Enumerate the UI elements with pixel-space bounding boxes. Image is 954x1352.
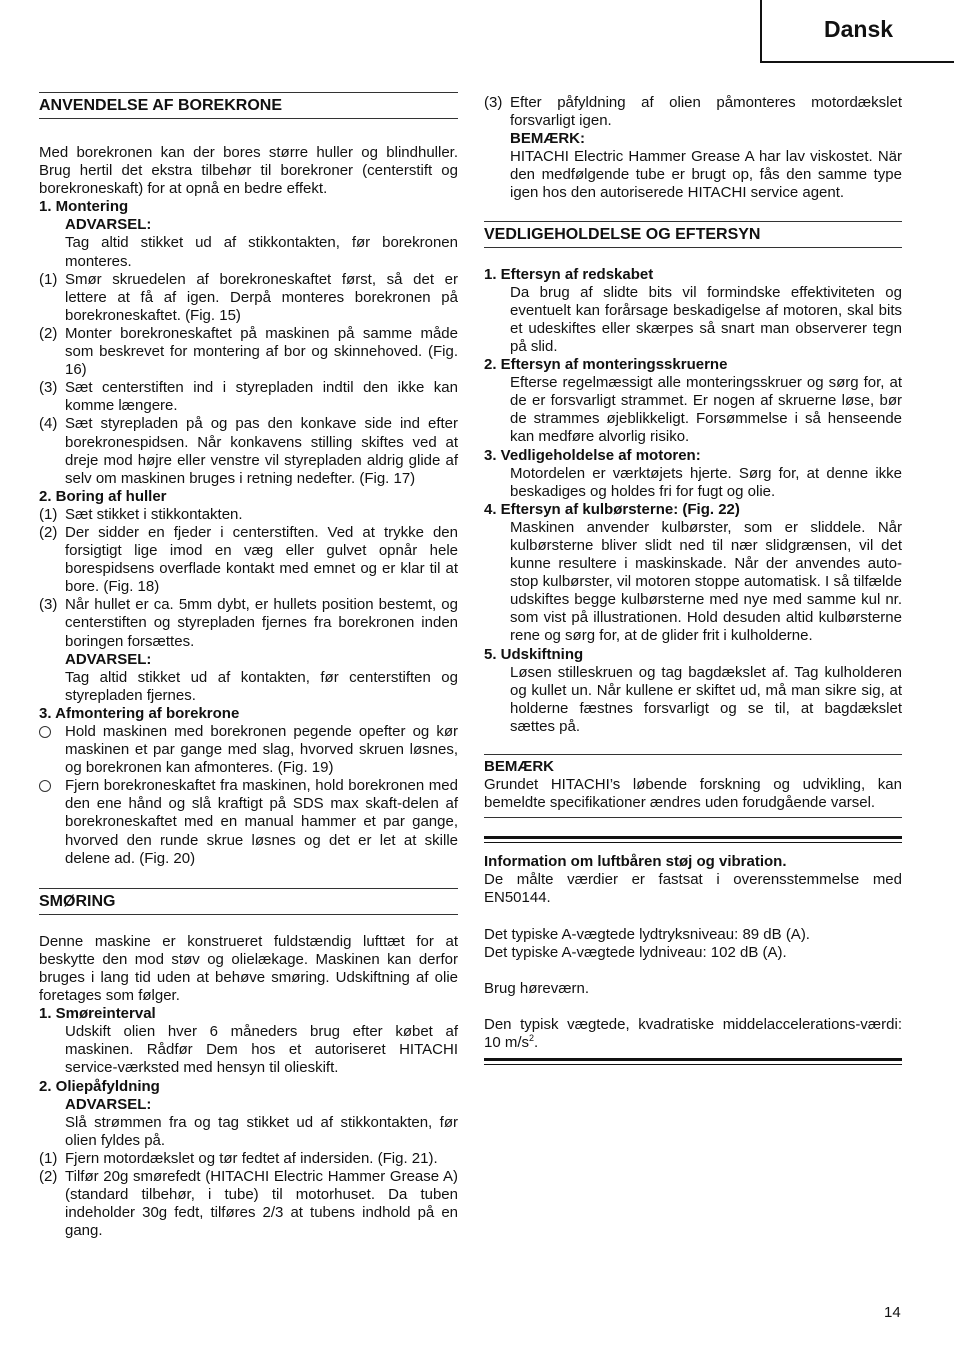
noise-text: Det typiske A-vægtede lydniveau: 102 dB (A). [484,943,787,961]
list-item: (3) Når hullet er ca. 5mm dybt, er hullets position bestemt, og centerstiften og styrepladen fjernes fra borekronen inden boringen forsættes. [39,596,458,650]
paragraph: Efterse regelmæssigt alle monteringsskruer og sørg for, at de er forsvarligt strammet. Er nogen af skruerne løse, bør de strammes øjeblikkeligt. Forsømmelse i så henseende kan medføre alvorlig risiko. [510,374,902,446]
section-title-vedligeholdelse: VEDLIGEHOLDELSE OG EFTERSYN [484,221,902,248]
list-item: (2) Der sidder en fjeder i centerstiften. Ved at trykke den forsigtigt lige imod en væg eller gulvet opnår hele borespidsens overflade kontakt med emnet og er klar til at bore. (Fig. 18) [39,523,458,596]
paragraph: Da brug af slidte bits vil formindske effektiviteten og eventuelt kan forårsage beskadigelse af motoren, skal bits et udeskiftes eller skærpes så snart man observerer tegn på slid. [510,283,902,355]
note-label: BEMÆRK: [510,130,585,148]
intro-smoring: Denne maskine er konstrueret fuldstændig lufttæt for at beskytte den mod støv og olielækage. Maskinen kan derfor bruges i lang tid uden at behøve smøring. Udskiftning af olie foretages som følger. [39,932,458,1005]
subhead-montering: 1. Montering [39,198,129,216]
list-item: (2) Monter borekroneskaftet på maskinen på samme måde som beskrevet for montering af bor og skinnehoved. (Fig. 16) [39,324,458,379]
note-box [484,754,902,818]
list-item: (1) Smør skruedelen af borekroneskaftet først, så det er lettere at få af igen. Derpå monteres borekronen på borekroneskaftet. (Fig. 15) [39,270,458,324]
paragraph: Løsen stilleskruen og tag bagdækslet af. Tag kulholderen og kullet un. Når kullene er skiftet ud, må man sikre sig, at holderne fæstnes forsvarligt og se til, at bagdækslet sættes på. [510,663,902,735]
subhead-eftersyn: 1. Eftersyn af redskabet [484,265,654,283]
warning-text: Tag altid stikket ud af stikkontakten, før borekronen monteres. [65,234,458,270]
subhead-oliepafyldning: 2. Oliepåfyldning [39,1077,160,1095]
circle-bullet-icon [39,726,51,738]
noise-text: Det typiske A-vægtede lydtryksniveau: 89 dB (A). [484,925,810,943]
page-number: 14 [884,1304,901,1321]
subhead-smoreinterval: 1. Smøreinterval [39,1005,156,1023]
noise-text: De målte værdier er fastsat i overensstemmelse med EN50144. [484,871,902,907]
vibration-text: Den typisk vægtede, kvadratiske middelaccelerations-værdi: 10 $m/s^2$. [484,1015,902,1051]
section-title-borekrone: ANVENDELSE AF BOREKRONE [39,92,458,119]
language-tab [760,0,954,63]
subhead-skruer: 2. Eftersyn af monteringsskruerne [484,356,728,374]
intro-borekrone: Med borekronen kan der bores større huller og blindhuller. Brug hertil det ekstra tilbehør til borekroner (centerstift og borekroneskaft) for at opnå en bedre effekt. [39,144,458,198]
left-column [39,92,458,1240]
paragraph: Motordelen er værktøjets hjerte. Sørg for, at denne ikke beskadiges og holdes fri for fugt og olie. [510,464,902,500]
note-text: HITACHI Electric Hammer Grease A har lav viskostet. När den medfølgende tube er brugt op, fås den samme type igen hos den autoriserede HITACHI service agent. [510,148,902,202]
circle-bullet-icon [39,780,51,792]
subhead-boring: 2. Boring af huller [39,487,167,505]
divider [484,1058,902,1065]
list-item: Fjern borekroneskaftet fra maskinen, hold borekronen med den ene hånd og slå kraftigt på SDS max skaft-delen af borekroneskaftet med en manual hammer et par gange, hvorved den runde skrue løsnes og det er let at skille delene ad. (Fig. 20) [39,777,458,867]
right-column [484,94,902,1065]
warning-label: ADVARSEL: [65,650,152,668]
noise-text: Brug høreværn. [484,979,590,997]
note-text: Grundet HITACHI’s løbende forskning og udvikling, kan bemeldte specifikationer ændres uden forudgående varsel. [484,776,902,812]
list-item: (2) Tilfør 20g smørefedt (HITACHI Electric Hammer Grease A) (standard tilbehør, i tube) til motorhuset. Da tuben indeholder 30g fedt, tilføres 2/3 at tubens indhold på en gang. [39,1167,458,1240]
list-item: (3) Efter påfyldning af olien påmonteres motordækslet forsvarligt igen. [484,94,902,130]
divider [484,836,902,843]
warning-text: Slå strømmen fra og tag stikket ud af stikkontakten, før olien fyldes på. [65,1113,458,1149]
subhead-udskiftning: 5. Udskiftning [484,645,584,663]
section-title-smoring: SMØRING [39,888,458,915]
warning-label: ADVARSEL: [65,1095,152,1113]
warning-label: ADVARSEL: [65,216,152,234]
noise-heading: Information om luftbåren støj og vibration. [484,853,787,871]
note-label: BEMÆRK [484,758,554,775]
list-item: Hold maskinen med borekronen pegende opefter og kør maskinen et par gange med slag, hvorved skruen løsnes, og borekronen kan afmonteres. (Fig. 19) [39,723,458,777]
subhead-kulborster: 4. Eftersyn af kulbørsterne: (Fig. 22) [484,500,740,518]
list-item: (3) Sæt centerstiften ind i styrepladen indtil den ikke kan komme længere. [39,379,458,415]
warning-text: Tag altid stikket ud af kontakten, før centerstiften og styrepladen fjernes. [65,668,458,704]
list-item: (4) Sæt styrepladen på og pas den konkave side ind efter borekronespidsen. Når konkavens stilling skiftes ved at dreje mod højre eller venstre vil styrepladen aldrig glide af selv om maskinen bruges i retning nedefter. (Fig. 17) [39,415,458,487]
list-item: (1) Fjern motordækslet og tør fedtet af indersiden. (Fig. 21). [39,1149,438,1167]
list-item: (1) Sæt stikket i stikkontakten. [39,505,243,523]
subhead-afmontering: 3. Afmontering af borekrone [39,704,240,722]
subhead-motor: 3. Vedligeholdelse af motoren: [484,446,701,464]
paragraph: Udskift olien hver 6 måneders brug efter købet af maskinen. Rådfør Dem hos et autoriseret HITACHI service-værksted med hensyn til olieskift. [65,1023,458,1077]
paragraph: Maskinen anvender kulbørster, som er sliddele. Når kulbørsterne bliver slidt ned til nær slidgrænsen, vil det kunne resultere i maskinskade. Når der anvendes auto-stop kulbørster, vil motoren stoppe automatisk. I så tilfælde udskiftes begge kulbørsterne med nye med samme kul nr. som vist på illustrationen. Hold desuden altid kulbørsterne rene og sørg for, at de glider frit i kulholderne. [510,518,902,645]
language-label: Dansk [824,16,894,42]
